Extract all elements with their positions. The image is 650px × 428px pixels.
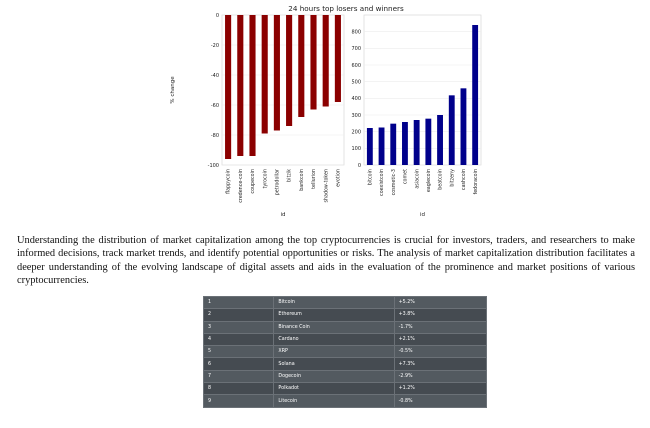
- x-tick-label: cashcoin: [462, 169, 468, 191]
- rank-cell: 5: [204, 346, 274, 358]
- y-tick-label: -80: [210, 132, 219, 139]
- bar: [461, 88, 467, 165]
- winners-panel: [351, 15, 481, 218]
- name-cell: Ethereum: [274, 309, 394, 321]
- x-tick-label: credence-coin: [238, 169, 244, 203]
- bar: [390, 124, 396, 165]
- table-row: [204, 346, 487, 358]
- y-tick-label: -20: [210, 42, 219, 49]
- bar: [249, 15, 255, 156]
- change-cell: +1.2%: [394, 383, 486, 395]
- y-tick-label: 300: [351, 112, 361, 119]
- rank-cell: 2: [204, 309, 274, 321]
- table-row: [204, 321, 487, 333]
- y-tick-label: 400: [351, 96, 361, 103]
- y-tick-label: 500: [351, 79, 361, 86]
- x-tick-label: eaglecoin: [426, 169, 432, 193]
- name-cell: Binance Coin: [274, 321, 394, 333]
- name-cell: Bitcoin: [274, 297, 394, 309]
- bar: [437, 115, 443, 165]
- x-tick-label: tyrocoin: [263, 169, 269, 189]
- x-tick-label: comet: [403, 169, 409, 185]
- name-cell: Dogecoin: [274, 370, 394, 382]
- y-tick-label: 800: [351, 29, 361, 36]
- bar: [323, 15, 329, 107]
- change-cell: +2.1%: [394, 333, 486, 345]
- x-tick-label: beatcoin: [438, 169, 444, 190]
- bar: [274, 15, 280, 131]
- x-tick-label: bankcoin: [299, 169, 305, 191]
- table-row: [204, 383, 487, 395]
- change-cell: -0.5%: [394, 346, 486, 358]
- table-row: [204, 395, 487, 407]
- x-tick-label: bitcoin: [368, 169, 374, 186]
- rank-cell: 7: [204, 370, 274, 382]
- y-tick-label: 200: [351, 129, 361, 136]
- rank-cell: 8: [204, 383, 274, 395]
- x-tick-label: shadow-token: [324, 169, 330, 203]
- bar: [310, 15, 316, 110]
- table-row: [204, 333, 487, 345]
- y-tick-label: 0: [215, 12, 219, 19]
- x-tick-label: coexistcoin: [380, 169, 386, 196]
- bar: [237, 15, 243, 156]
- x-tick-label: tellurion: [312, 169, 318, 189]
- change-cell: +3.8%: [394, 309, 486, 321]
- bar: [367, 128, 373, 165]
- x-tick-label: bitzeny: [450, 169, 456, 187]
- rank-cell: 1: [204, 297, 274, 309]
- rank-cell: 4: [204, 333, 274, 345]
- x-tick-label: coupecoin: [251, 169, 257, 194]
- crypto-change-table: [203, 296, 487, 408]
- bar: [379, 128, 385, 166]
- y-tick-label: -100: [207, 162, 219, 169]
- bar: [425, 119, 431, 165]
- bar: [286, 15, 292, 126]
- x-tick-label: flappycoin: [226, 169, 232, 194]
- rank-cell: 9: [204, 395, 274, 407]
- losers-panel: [170, 13, 344, 218]
- y-tick-label: 0: [357, 162, 361, 169]
- bar: [402, 122, 408, 165]
- table-row: [204, 297, 487, 309]
- market-cap-paragraph: Understanding the distribution of market capitalization among the top cryptocurrencies is crucial for investors, traders, and researchers to make informed decisions, track market trends, and identify potential opportunities or risks. The analysis of market capitalization distribution facilitates a deeper understanding of the evolving landscape of digital assets and aids in the evaluation of the prominence and market positions of various cryptocurrencies.: [17, 235, 635, 286]
- bar: [472, 25, 478, 165]
- name-cell: Polkadot: [274, 383, 394, 395]
- y-tick-label: 100: [351, 146, 361, 153]
- x-axis-label: id: [419, 212, 426, 218]
- x-axis-label: id: [280, 212, 286, 218]
- change-cell: +5.2%: [394, 297, 486, 309]
- table-row: [204, 309, 487, 321]
- y-tick-label: -40: [210, 72, 219, 79]
- change-cell: -2.9%: [394, 370, 486, 382]
- bar: [449, 95, 455, 165]
- change-cell: +7.3%: [394, 358, 486, 370]
- y-tick-label: -60: [210, 102, 219, 109]
- x-tick-label: evotion: [336, 169, 342, 187]
- y-tick-label: 600: [351, 62, 361, 69]
- x-tick-label: cosmetic-3: [391, 169, 397, 196]
- change-cell: -0.8%: [394, 395, 486, 407]
- y-axis-label: % change: [170, 76, 176, 104]
- table-row: [204, 370, 487, 382]
- name-cell: XRP: [274, 346, 394, 358]
- bar: [262, 15, 268, 134]
- bar: [335, 15, 341, 102]
- name-cell: Solana: [274, 358, 394, 370]
- bar: [225, 15, 231, 159]
- x-tick-label: asiacoin: [415, 169, 421, 189]
- change-cell: -1.7%: [394, 321, 486, 333]
- bar: [414, 120, 420, 165]
- name-cell: Cardano: [274, 333, 394, 345]
- table-row: [204, 358, 487, 370]
- x-tick-label: petrodollar: [275, 169, 281, 196]
- rank-cell: 3: [204, 321, 274, 333]
- x-tick-label: fedoracoin: [473, 169, 479, 195]
- bar: [298, 15, 304, 117]
- x-tick-label: bitzik: [287, 169, 293, 182]
- y-tick-label: 700: [351, 46, 361, 53]
- rank-cell: 6: [204, 358, 274, 370]
- chart-title: 24 hours top losers and winners: [288, 4, 404, 13]
- name-cell: Litecoin: [274, 395, 394, 407]
